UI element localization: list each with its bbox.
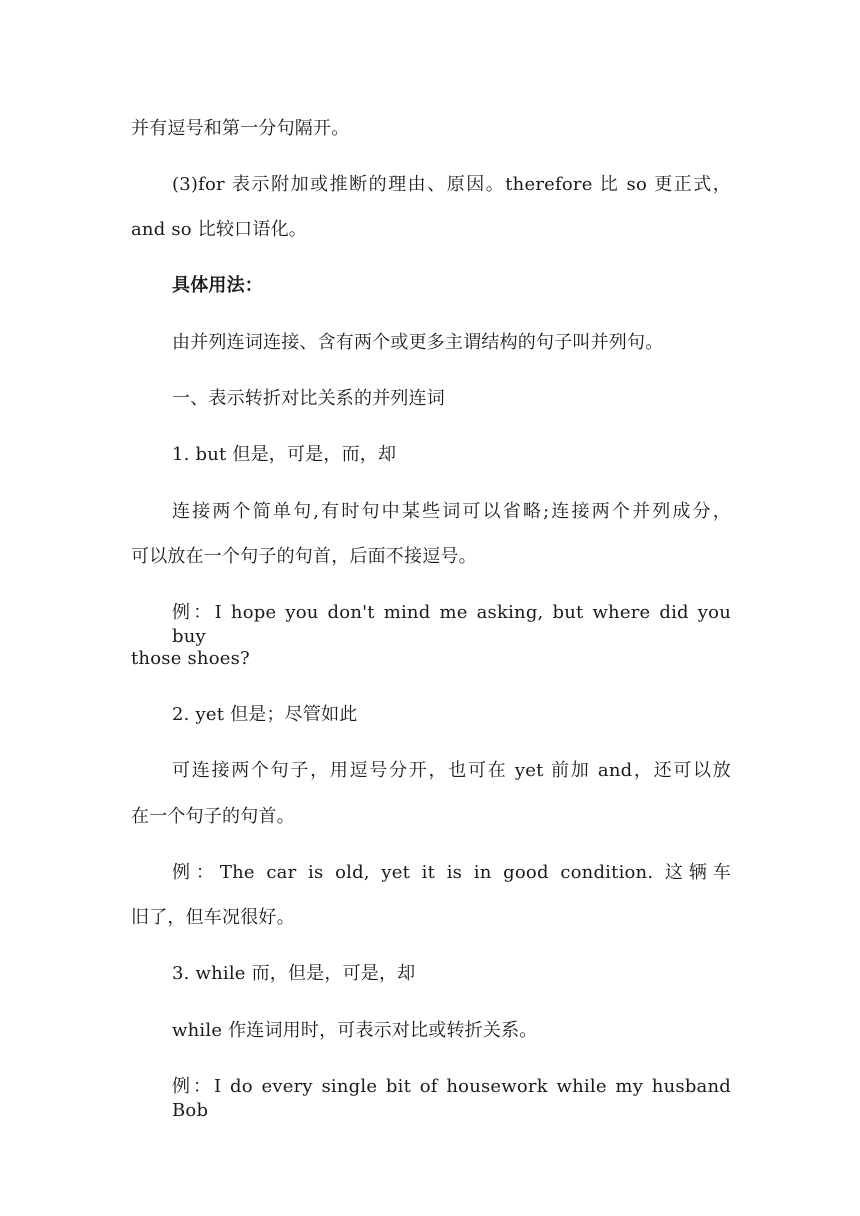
list-item-heading: 1. but 但是，可是，而，却 (172, 444, 397, 465)
subsection-heading: 一、表示转折对比关系的并列连词 (172, 388, 445, 409)
list-item-heading: 3. while 而，但是，可是，却 (172, 963, 416, 984)
paragraph-line: 连接两个简单句,有时句中某些词可以省略;连接两个并列成分， (172, 501, 731, 522)
example-line: 例：The car is old, yet it is in good condition. 这辆车 (172, 862, 731, 883)
list-item-heading: 2. yet 但是；尽管如此 (172, 704, 358, 725)
example-line: those shoes? (131, 648, 250, 669)
paragraph-line: (3)for 表示附加或推断的理由、原因。therefore 比 so 更正式， (172, 174, 731, 195)
example-line: 旧了，但车况很好。 (131, 907, 295, 928)
paragraph-line: and so 比较口语化。 (131, 219, 307, 240)
section-heading: 具体用法： (172, 275, 263, 296)
paragraph-line: while 作连词用时，可表示对比或转折关系。 (172, 1020, 538, 1041)
paragraph-line: 在一个句子的句首。 (131, 806, 295, 827)
paragraph-line: 由并列连词连接、含有两个或更多主谓结构的句子叫并列句。 (172, 332, 664, 353)
paragraph-line: 可连接两个句子，用逗号分开，也可在 yet 前加 and，还可以放 (172, 760, 731, 781)
paragraph-line: 并有逗号和第一分句隔开。 (131, 118, 350, 139)
example-line: 例：I do every single bit of housework while my husband Bob (172, 1076, 731, 1121)
paragraph-line: 可以放在一个句子的句首，后面不接逗号。 (131, 546, 477, 567)
example-line: 例：I hope you don't mind me asking, but where did you buy (172, 602, 731, 647)
